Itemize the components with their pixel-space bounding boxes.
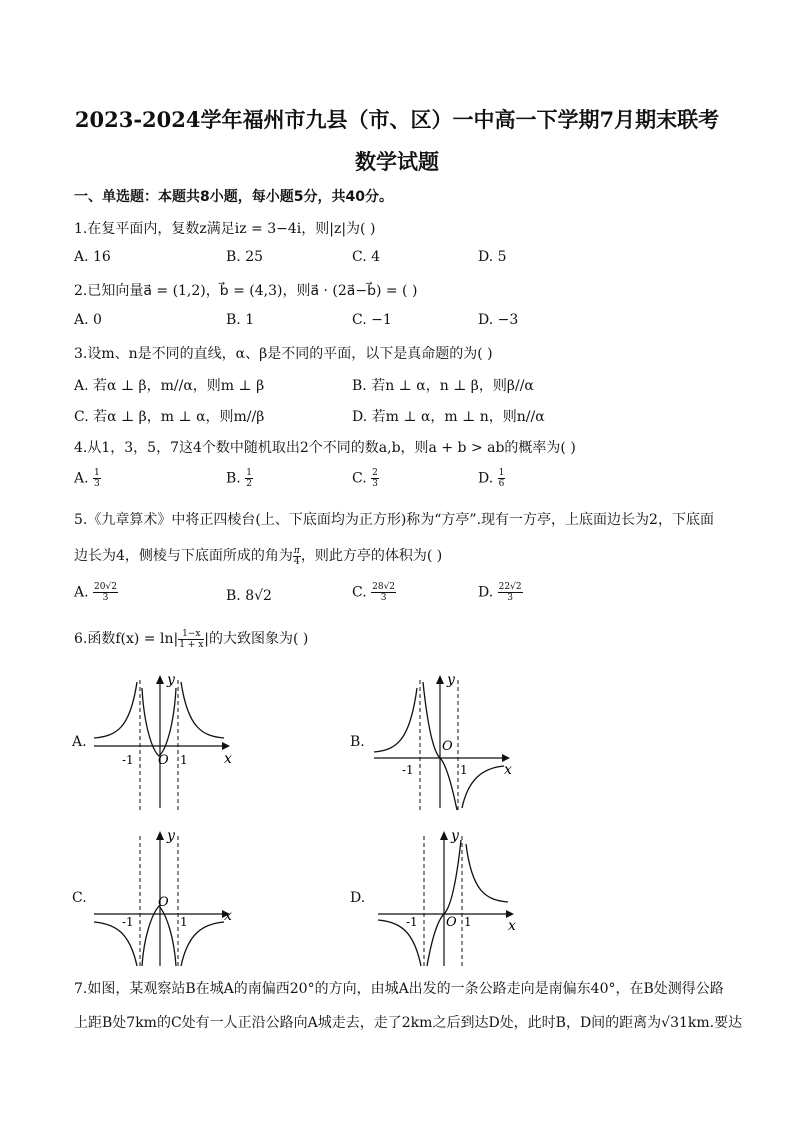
graph-b-left-branch: [374, 688, 417, 752]
q5-option-b: B. 8√2: [226, 588, 272, 604]
q3-option-a: A. 若α ⊥ β，m//α，则m ⊥ β: [74, 378, 265, 394]
svg-text:O: O: [158, 895, 169, 910]
graph-b-right-branch: [462, 766, 504, 808]
svg-text:y: y: [167, 828, 175, 844]
question-3: 3.设m、n是不同的直线，α、β是不同的平面，以下是真命题的为( ): [74, 346, 493, 362]
graph-a-right-branch: [181, 682, 224, 738]
question-6: 6.函数f(x) = ln| $\frac{1-x}{1 + x}$ |的大致图象为( ): [74, 628, 309, 650]
svg-text:O: O: [158, 753, 169, 768]
question-7-line-1: 7.如图，某观察站B在城A的南偏西20°的方向，由城A出发的一条公路走向是南偏东40°，在B处测得公路: [74, 981, 724, 997]
q1-option-b: B. 25: [226, 249, 264, 265]
q6-option-b-label: B.: [350, 734, 365, 750]
svg-text:-1: -1: [406, 915, 418, 929]
svg-text:x: x: [224, 751, 232, 767]
svg-text:x: x: [224, 908, 232, 924]
svg-text:-1: -1: [122, 915, 134, 929]
svg-text:y: y: [451, 828, 459, 844]
q3-option-c: C. 若α ⊥ β，m ⊥ α，则m//β: [74, 409, 265, 425]
q6-option-a-label: A.: [72, 734, 87, 750]
q2-option-d: D. −3: [478, 312, 519, 328]
svg-text:x: x: [504, 762, 512, 778]
question-7-line-2: 上距B处7km的C处有一人正沿公路向A城走去，走了2km之后到达D处，此时B，D间的距离为√31km.要达: [74, 1015, 743, 1031]
q5-option-d: D. $\frac{22√2}{3}$: [478, 582, 522, 603]
question-1: 1.在复平面内，复数z满足iz = 3−4i，则|z|为( ): [74, 221, 376, 237]
question-4: 4.从1，3，5，7这4个数中随机取出2个不同的数a,b，则a + b > ab的概率为( ): [74, 440, 576, 456]
q4-option-a: A. $\frac{1}{3}$: [74, 468, 100, 489]
svg-text:O: O: [446, 915, 457, 930]
q1-option-a: A. 16: [74, 249, 111, 265]
q1-option-d: D. 5: [478, 249, 507, 265]
q5-option-c: C. $\frac{28√2}{3}$: [352, 582, 396, 603]
q2-option-c: C. −1: [352, 312, 392, 328]
q4-option-c: C. $\frac{2}{3}$: [352, 468, 378, 489]
svg-text:y: y: [447, 672, 455, 688]
q6-option-c-label: C.: [72, 890, 87, 906]
question-5-line-1: 5.《九章算术》中将正四棱台(上、下底面均为正方形)称为“方亭”.现有一方亭，上底面边长为2，下底面: [74, 512, 714, 528]
q6-option-d-label: D.: [350, 890, 366, 906]
question-2: 2.已知向量a⃗ = (1,2)，b⃗ = (4,3)，则a⃗ · (2a⃗−b⃗) = ( ): [74, 283, 418, 299]
section-heading: 一、单选题：本题共8小题，每小题5分，共40分。: [74, 189, 393, 205]
question-5-line-2: 边长为4，侧棱与下底面所成的角为 $\frac{\pi}{4}$ ，则此方亭的体积为( ): [74, 545, 443, 567]
q3-option-b: B. 若n ⊥ α，n ⊥ β，则β//α: [352, 378, 534, 394]
svg-text:1: 1: [180, 915, 188, 929]
q6-graph-a: [92, 670, 242, 815]
q1-option-c: C. 4: [352, 249, 381, 265]
q3-option-d: D. 若m ⊥ α，m ⊥ n，则n//α: [352, 409, 545, 425]
svg-text:x: x: [508, 918, 516, 934]
q5-option-a: A. $\frac{20√2}{3}$: [74, 582, 117, 603]
svg-text:-1: -1: [122, 753, 134, 767]
svg-text:1: 1: [460, 763, 468, 777]
svg-text:1: 1: [464, 915, 472, 929]
q2-option-a: A. 0: [74, 312, 102, 328]
svg-text:y: y: [167, 672, 175, 688]
q4-option-d: D. $\frac{1}{6}$: [478, 468, 505, 489]
svg-text:O: O: [442, 739, 453, 754]
q2-option-b: B. 1: [226, 312, 255, 328]
graph-c-middle-branch: [142, 906, 176, 966]
svg-text:-1: -1: [402, 763, 414, 777]
q4-option-b: B. $\frac{1}{2}$: [226, 468, 252, 489]
svg-text:1: 1: [180, 753, 188, 767]
doc-subtitle: 数学试题: [355, 149, 439, 174]
q6-graph-d: [376, 826, 526, 971]
q6-graph-c: [92, 826, 242, 971]
q6-graph-b: [372, 670, 522, 815]
graph-a-left-branch: [94, 682, 137, 738]
graph-d-right-branch: [466, 844, 508, 902]
doc-title: 2023-2024学年福州市九县（市、区）一中高一下学期7月期末联考: [74, 107, 720, 132]
